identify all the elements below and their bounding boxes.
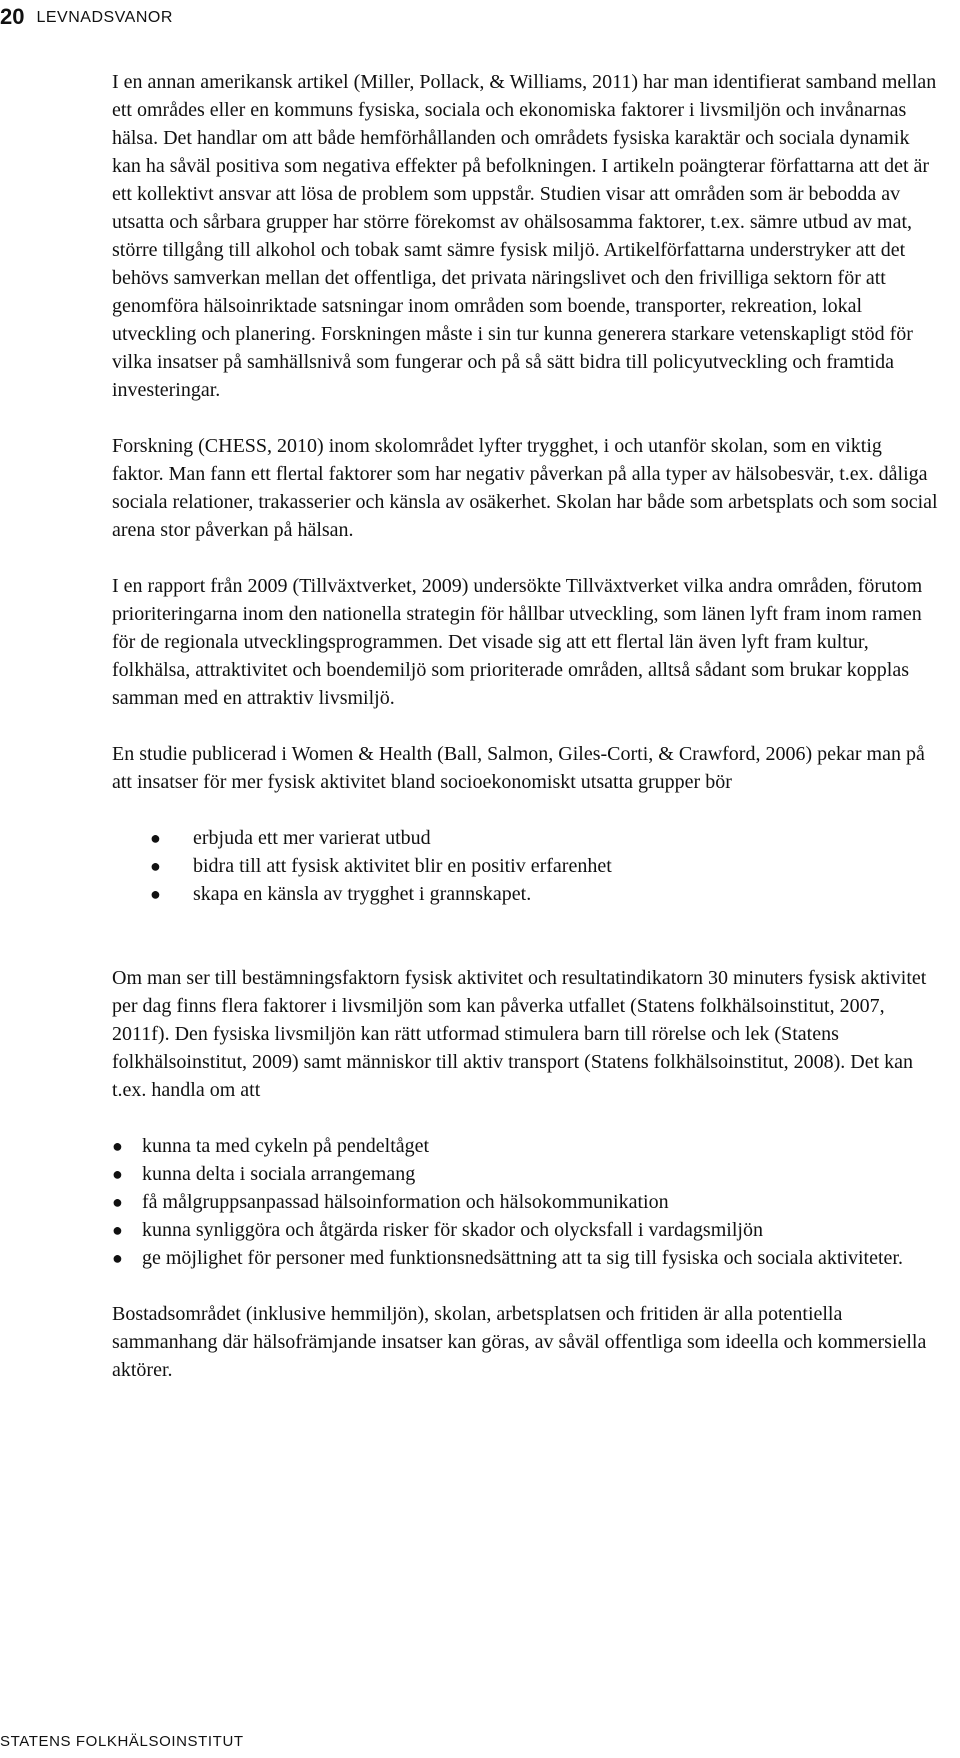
list-item-text: kunna delta i sociala arrangemang (142, 1163, 416, 1185)
list-item-text: få målgruppsanpassad hälsoinformation och hälsokommunikation (142, 1191, 669, 1213)
bullet-icon: ● (112, 1164, 123, 1184)
bullet-icon: ● (112, 1136, 123, 1156)
list-item (112, 1188, 938, 1216)
paragraph-fysisk-aktivitet: Om man ser till bestämningsfaktorn fysisk aktivitet och resultatindikatorn 30 minuters fysisk aktivitet per dag finns flera faktorer i livsmiljön som kan påverka utfallet (Statens folkhälsoinstitut, 2007, 2011f). Den fysiska livsmiljön kan rätt utformad stimulera barn till rörelse och lek (Statens folkhälsoinstitut, 2009) samt människor till aktiv transport (Statens folkhälsoinstitut, 2008). Det kan t.ex. handla om att (112, 967, 927, 1101)
list-item (112, 1160, 938, 1188)
list-item (112, 1216, 938, 1244)
section-title: LEVNADSVANOR (36, 9, 173, 26)
list-item (112, 1244, 938, 1272)
list-item (112, 852, 938, 880)
bullet-list-livsmiljo (112, 1132, 938, 1272)
list-item (112, 824, 938, 852)
running-header (0, 4, 173, 30)
spacer (112, 936, 938, 964)
bullet-icon: ● (112, 1248, 123, 1268)
list-item-text: ge möjlighet för personer med funktionsnedsättning att ta sig till fysiska och sociala aktiviteter. (142, 1247, 903, 1269)
paragraph-bostadsomradet: Bostadsområdet (inklusive hemmiljön), skolan, arbetsplatsen och fritiden är alla potentiella sammanhang där hälsofrämjande insatser kan göras, av såväl offentliga som ideella och kommersiella aktörer. (112, 1303, 927, 1381)
list-item-text: bidra till att fysisk aktivitet blir en positiv erfarenhet (193, 855, 612, 877)
paragraph-tillvaxtverket: I en rapport från 2009 (Tillväxtverket, 2009) undersökte Tillväxtverket vilka andra områden, förutom prioriteringarna inom den nationella strategin för hållbar utveckling, som länen lyft fram inom ramen för de regionala utvecklingsprogrammen. Det visade sig att ett flertal län även lyft fram kultur, folkhälsa, attraktivitet och boendemiljö som prioriterade områden, alltså sådant som brukar kopplas samman med en attraktiv livsmiljö. (112, 575, 923, 709)
page-number: 20 (0, 4, 25, 29)
body-text (112, 68, 938, 1412)
running-footer: STATENS FOLKHÄLSOINSTITUT (0, 1733, 244, 1750)
bullet-icon: ● (150, 828, 161, 848)
paragraph-women-health: En studie publicerad i Women & Health (Ball, Salmon, Giles-Corti, & Crawford, 2006) pekar man på att insatser för mer fysisk aktivitet bland socioekonomiskt utsatta grupper bör (112, 743, 925, 793)
bullet-list-insatser (112, 824, 938, 908)
bullet-icon: ● (150, 884, 161, 904)
paragraph-chess-school: Forskning (CHESS, 2010) inom skolområdet lyfter trygghet, i och utanför skolan, som en viktig faktor. Man fann ett flertal faktorer som har negativ påverkan på alla typer av hälsobesvär, t.ex. dåliga sociala relationer, trakasserier och känsla av osäkerhet. Skolan har både som arbetsplats och som social arena stor påverkan på hälsan. (112, 435, 938, 541)
bullet-icon: ● (112, 1220, 123, 1240)
list-item-text: erbjuda ett mer varierat utbud (193, 827, 431, 849)
bullet-icon: ● (112, 1192, 123, 1212)
bullet-icon: ● (150, 856, 161, 876)
list-item (112, 1132, 938, 1160)
list-item-text: kunna ta med cykeln på pendeltåget (142, 1135, 430, 1157)
list-item-text: kunna synliggöra och åtgärda risker för skador och olycksfall i vardagsmiljön (142, 1219, 763, 1241)
list-item (112, 880, 938, 908)
list-item-text: skapa en känsla av trygghet i grannskapet. (193, 883, 532, 905)
paragraph-miller-study: I en annan amerikansk artikel (Miller, Pollack, & Williams, 2011) har man identifierat samband mellan ett områdes eller en kommuns fysiska, sociala och ekonomiska faktorer i livsmiljön och invånarnas hälsa. Det handlar om att både hemförhållanden och områdets fysiska karaktär och sociala dynamik kan ha såväl positiva som negativa effekter på befolkningen. I artikeln poängterar författarna att det är ett kollektivt ansvar att lösa de problem som uppstår. Studien visar att områden som är bebodda av utsatta och sårbara grupper har större förekomst av ohälsosamma faktorer, t.ex. sämre utbud av mat, större tillgång till alkohol och tobak samt sämre fysisk miljö. Artikelförfattarna understryker att det behövs samverkan mellan det offentliga, det privata näringslivet och den frivilliga sektorn för att genomföra hälsoinriktade satsningar inom områden som boende, transporter, rekreation, lokal utveckling och planering. Forskningen måste i sin tur kunna generera starkare vetenskapligt stöd för vilka insatser på samhällsnivå som fungerar och på så sätt bidra till policyutveckling och framtida investeringar. (112, 71, 937, 401)
